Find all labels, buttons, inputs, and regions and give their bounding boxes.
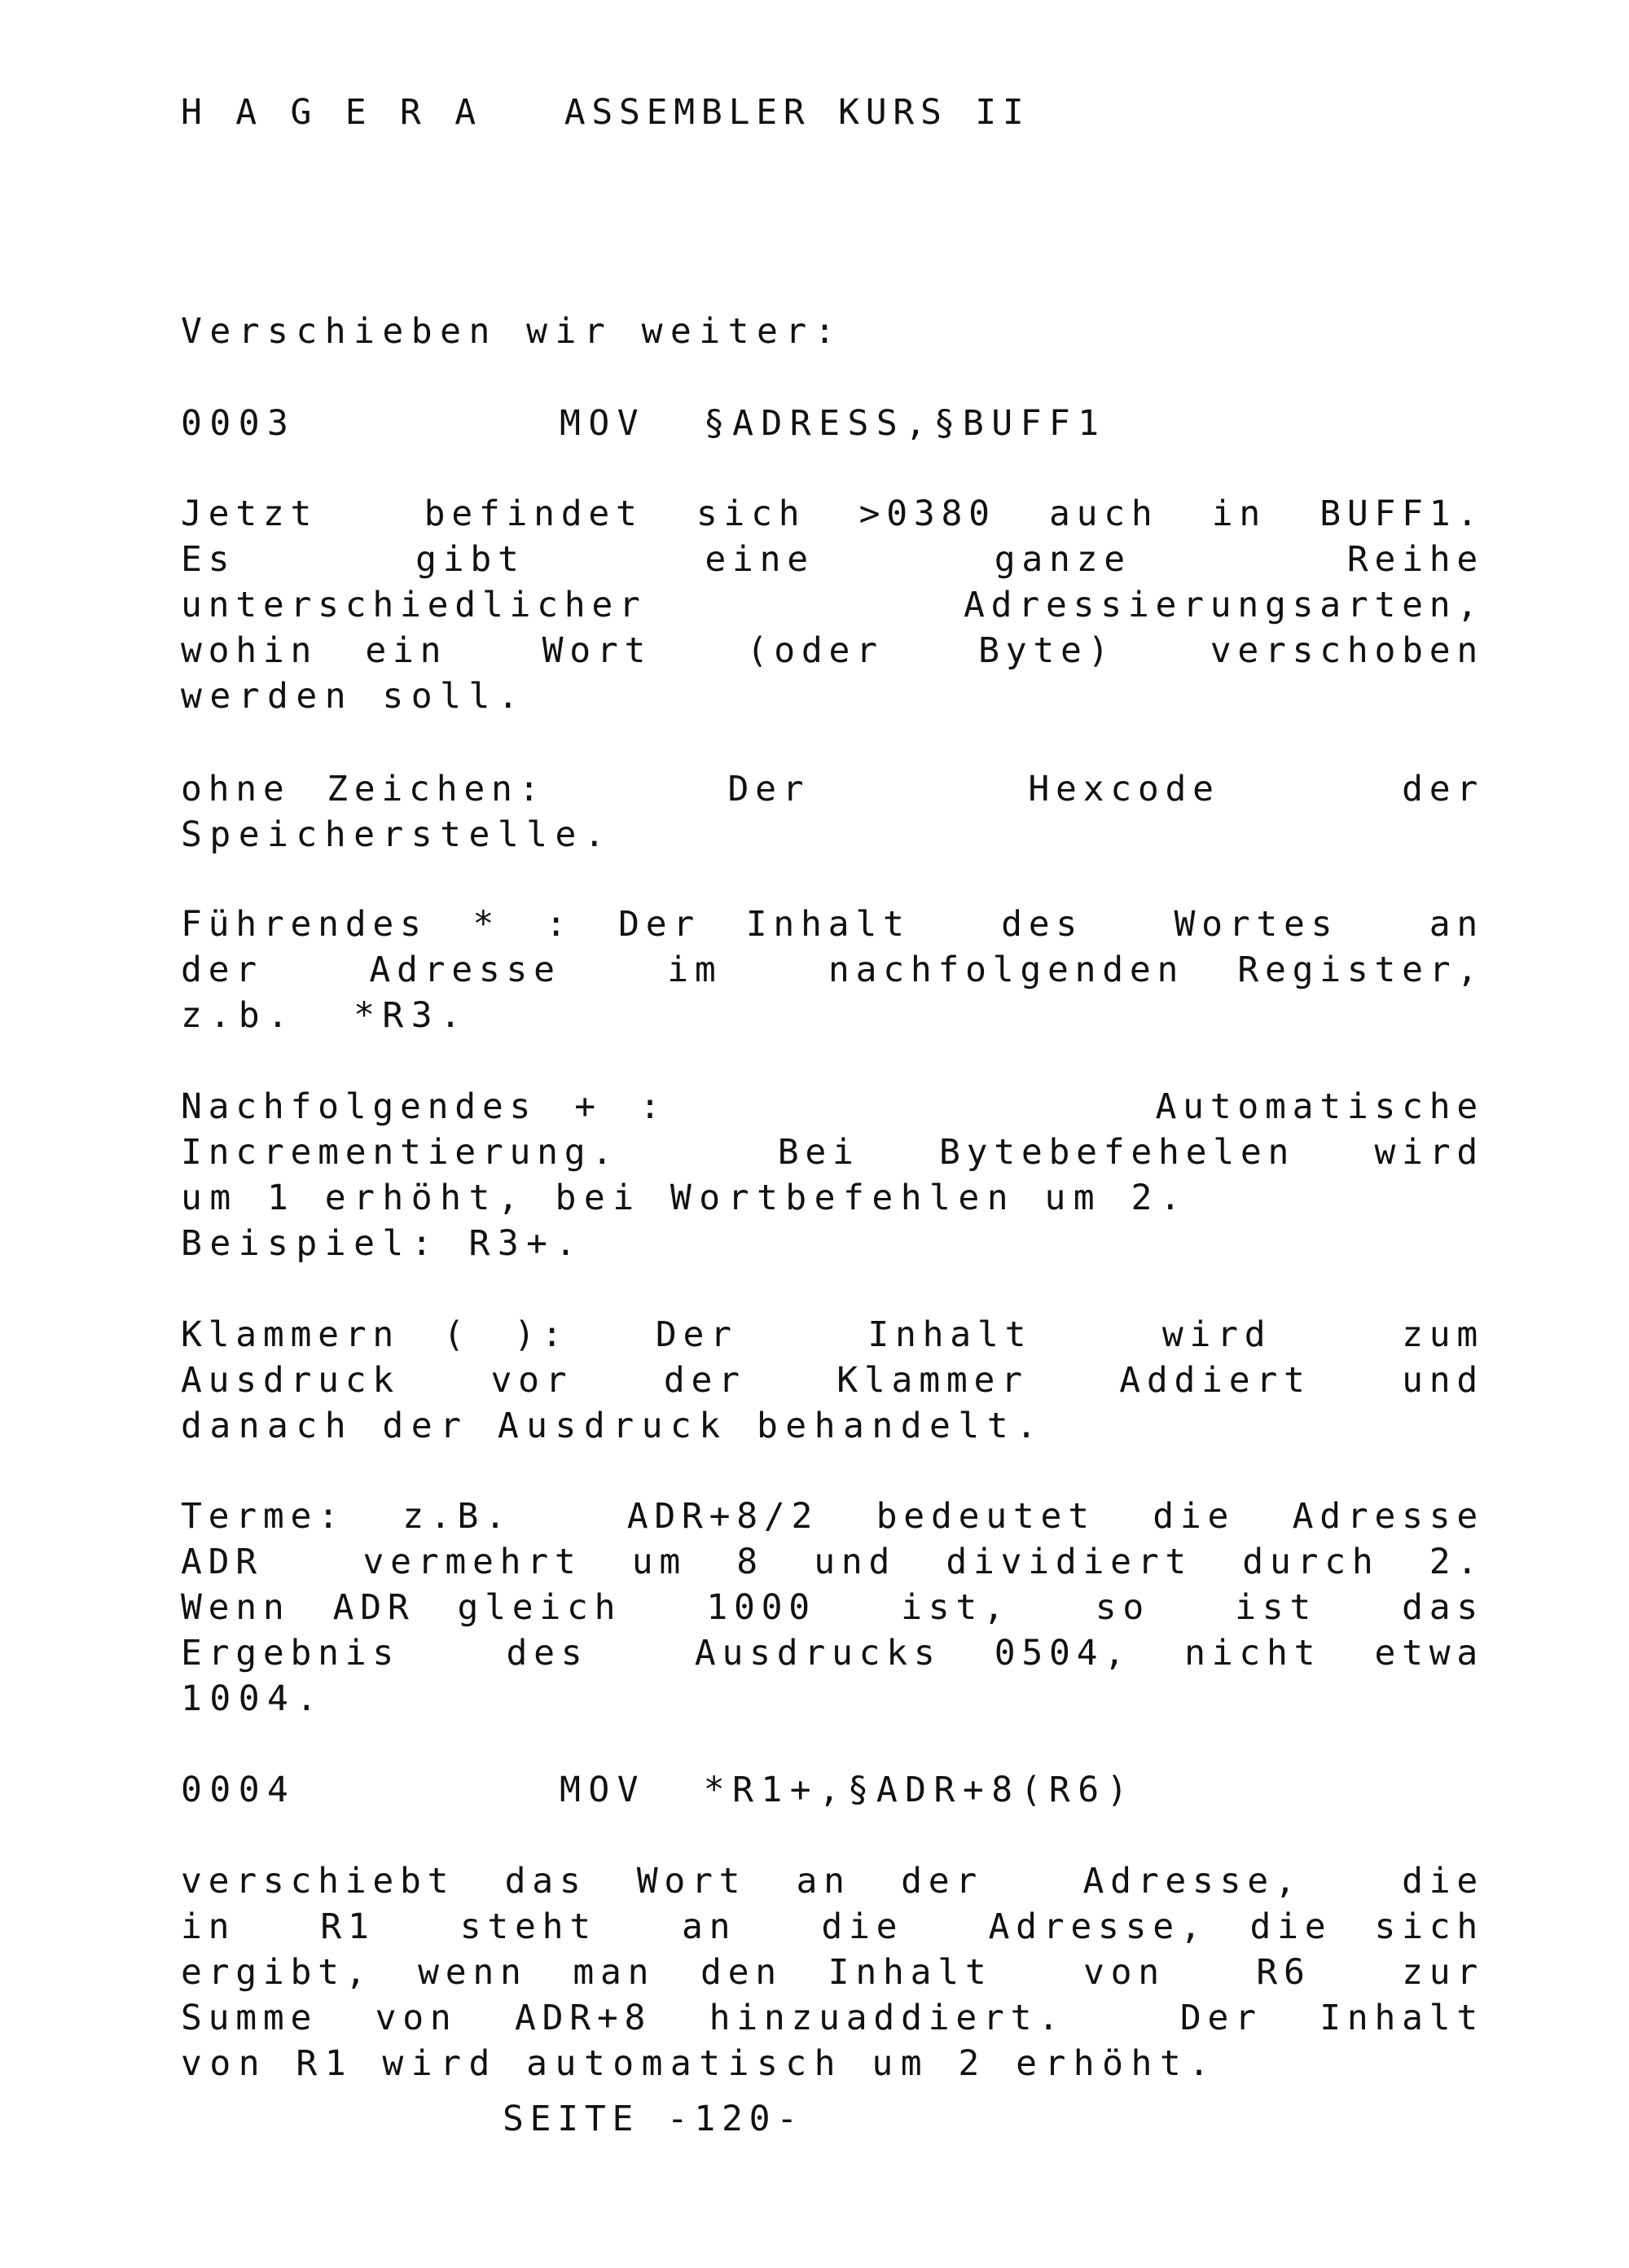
paragraph-4-line-4: Beispiel: R3+. — [181, 1223, 584, 1264]
paragraph-1-line-4: wohin ein Wort (oder Byte) verschoben — [181, 630, 1484, 671]
document-page — [181, 78, 1484, 2196]
paragraph-6-line-5: 1004. — [181, 1678, 325, 1719]
paragraph-1-line-1: Jetzt befindet sich >0380 auch in BUFF1. — [181, 494, 1484, 534]
paragraph-6-line-4: Ergebnis des Ausdrucks 0504, nicht etwa — [181, 1633, 1484, 1674]
paragraph-5-line-3: danach der Ausdruck behandelt. — [181, 1406, 1045, 1446]
paragraph-7-line-2: in R1 steht an die Adresse, die sich — [181, 1906, 1484, 1947]
code-instruction: MOV *R1+,§ADR+8(R6) — [560, 1770, 1135, 1810]
paragraph-4-line-3: um 1 erhöht, bei Wortbefehlen um 2. — [181, 1178, 1189, 1218]
paragraph-5-line-1: Klammern ( ): Der Inhalt wird zum — [181, 1314, 1484, 1355]
paragraph-3-line-1: Führendes * : Der Inhalt des Wortes an — [181, 904, 1484, 945]
paragraph-6-line-2: ADR vermehrt um 8 und dividiert durch 2. — [181, 1542, 1484, 1582]
paragraph-2-line-2: Speicherstelle. — [181, 814, 613, 855]
document-header: H A G E R A ASSEMBLER KURS II — [181, 92, 1030, 133]
code-address: 0003 — [181, 403, 296, 444]
paragraph-4-line-2: Incrementierung. Bei Bytebefehelen wird — [181, 1132, 1484, 1173]
paragraph-7-line-4: Summe von ADR+8 hinzuaddiert. Der Inhalt — [181, 1998, 1484, 2038]
paragraph-1-line-3: unterschiedlicher Adressierungsarten, — [181, 585, 1484, 625]
paragraph-7-line-3: ergibt, wenn man den Inhalt von R6 zur — [181, 1952, 1484, 1993]
intro-line: Verschieben wir weiter: — [181, 311, 844, 352]
paragraph-7-line-5: von R1 wird automatisch um 2 erhöht. — [181, 2043, 1218, 2084]
code-address: 0004 — [181, 1770, 296, 1810]
paragraph-6-line-3: Wenn ADR gleich 1000 ist, so ist das — [181, 1587, 1484, 1628]
paragraph-1-line-5: werden soll. — [181, 676, 527, 717]
paragraph-2-line-1: ohne Zeichen: Der Hexcode der — [181, 769, 1484, 809]
paragraph-5-line-2: Ausdruck vor der Klammer Addiert und — [181, 1360, 1484, 1401]
code-instruction: MOV §ADRESS,§BUFF1 — [560, 403, 1107, 444]
page-number: SEITE -120- — [503, 2099, 804, 2139]
paragraph-3-line-3: z.b. *R3. — [181, 995, 469, 1036]
code-line-0004 — [181, 1767, 1484, 1813]
paragraph-4-line-1: Nachfolgendes + : Automatische — [181, 1086, 1484, 1127]
code-line-0003 — [181, 401, 1484, 446]
paragraph-6-line-1: Terme: z.B. ADR+8/2 bedeutet die Adresse — [181, 1496, 1484, 1537]
paragraph-1-line-2: Es gibt eine ganze Reihe — [181, 539, 1484, 580]
paragraph-7-line-1: verschiebt das Wort an der Adresse, die — [181, 1861, 1484, 1902]
paragraph-3-line-2: der Adresse im nachfolgenden Register, — [181, 950, 1484, 990]
